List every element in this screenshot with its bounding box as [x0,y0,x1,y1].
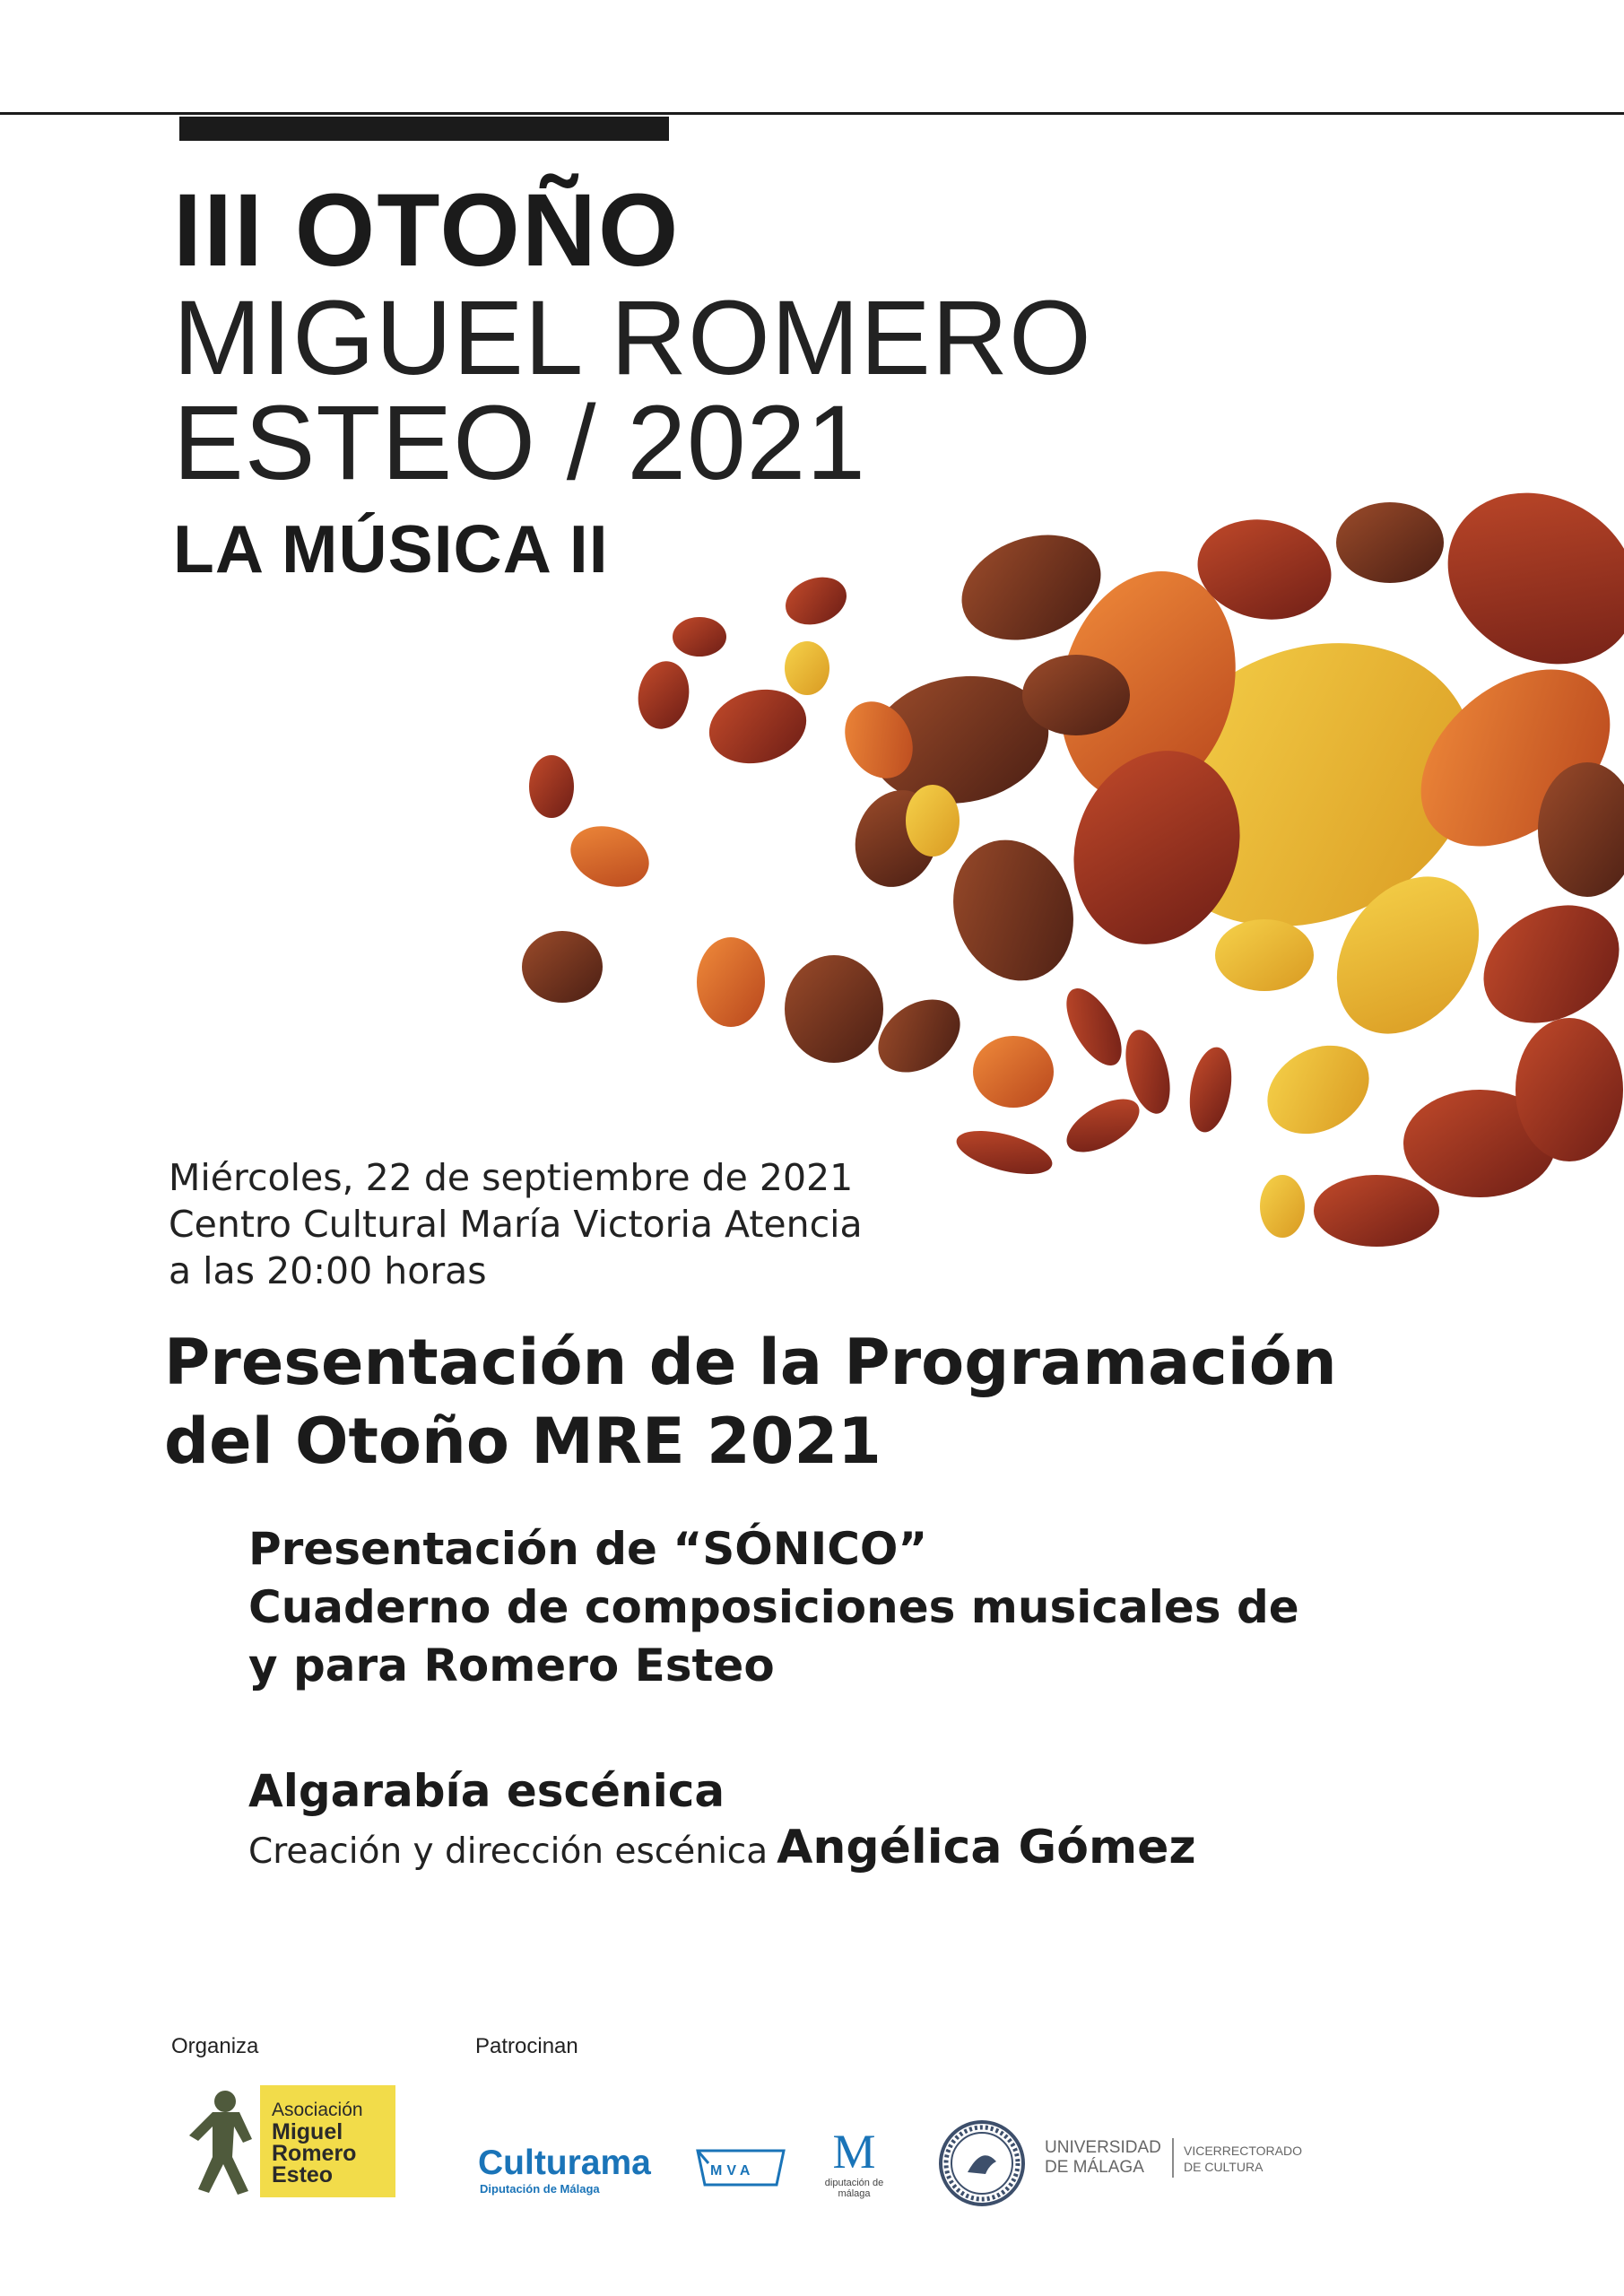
event-details [169,1154,863,1294]
statue-icon [173,2085,272,2197]
title-edition: III OTOÑO [173,173,681,288]
logo-divider [1172,2138,1174,2178]
presentation-line2: Cuaderno de composiciones musicales de [248,1581,1299,1633]
leaf-cluster [522,459,1624,1247]
universidad-name: UNIVERSIDAD DE MÁLAGA [1045,2138,1161,2177]
universidad-malaga-logo [937,2118,1314,2208]
event-venue: Centro Cultural María Victoria Atencia [169,1203,863,1246]
mva-logo: MVA [696,2145,786,2190]
organiza-label: Organiza [171,2034,259,2058]
credit-name: Angélica Gómez [777,1821,1196,1874]
performance-credit [248,1821,1196,1874]
presentation-line1: Presentación de “SÓNICO” [248,1523,928,1575]
title-subtitle: LA MÚSICA II [173,511,609,587]
main-headline [164,1323,1337,1481]
event-time: a las 20:00 horas [169,1249,487,1292]
headline-line1: Presentación de la Programación [164,1326,1337,1399]
title-name-line2: ESTEO / 2021 [173,384,866,502]
title-name-line1: MIGUEL ROMERO [173,279,1092,397]
association-name: Asociación Miguel Romero Esteo [272,2100,363,2187]
vicerrectorado-name: VICERRECTORADO DE CULTURA [1184,2144,1302,2174]
credit-label: Creación y dirección escénica [248,1831,769,1872]
event-date: Miércoles, 22 de septiembre de 2021 [169,1156,854,1199]
patrocinan-label: Patrocinan [475,2034,578,2058]
presentation-block [248,1520,1299,1695]
culturama-logo: Culturama Diputación de Málaga [478,2144,651,2196]
presentation-line3: y para Romero Esteo [248,1639,775,1692]
headline-line2: del Otoño MRE 2021 [164,1405,881,1478]
university-seal-icon [937,2118,1027,2208]
performance-title: Algarabía escénica [248,1765,725,1817]
association-logo [173,2085,395,2197]
top-rule [0,112,1624,115]
title-accent-bar [179,117,669,141]
diputacion-logo: M diputación de málaga [824,2125,884,2199]
